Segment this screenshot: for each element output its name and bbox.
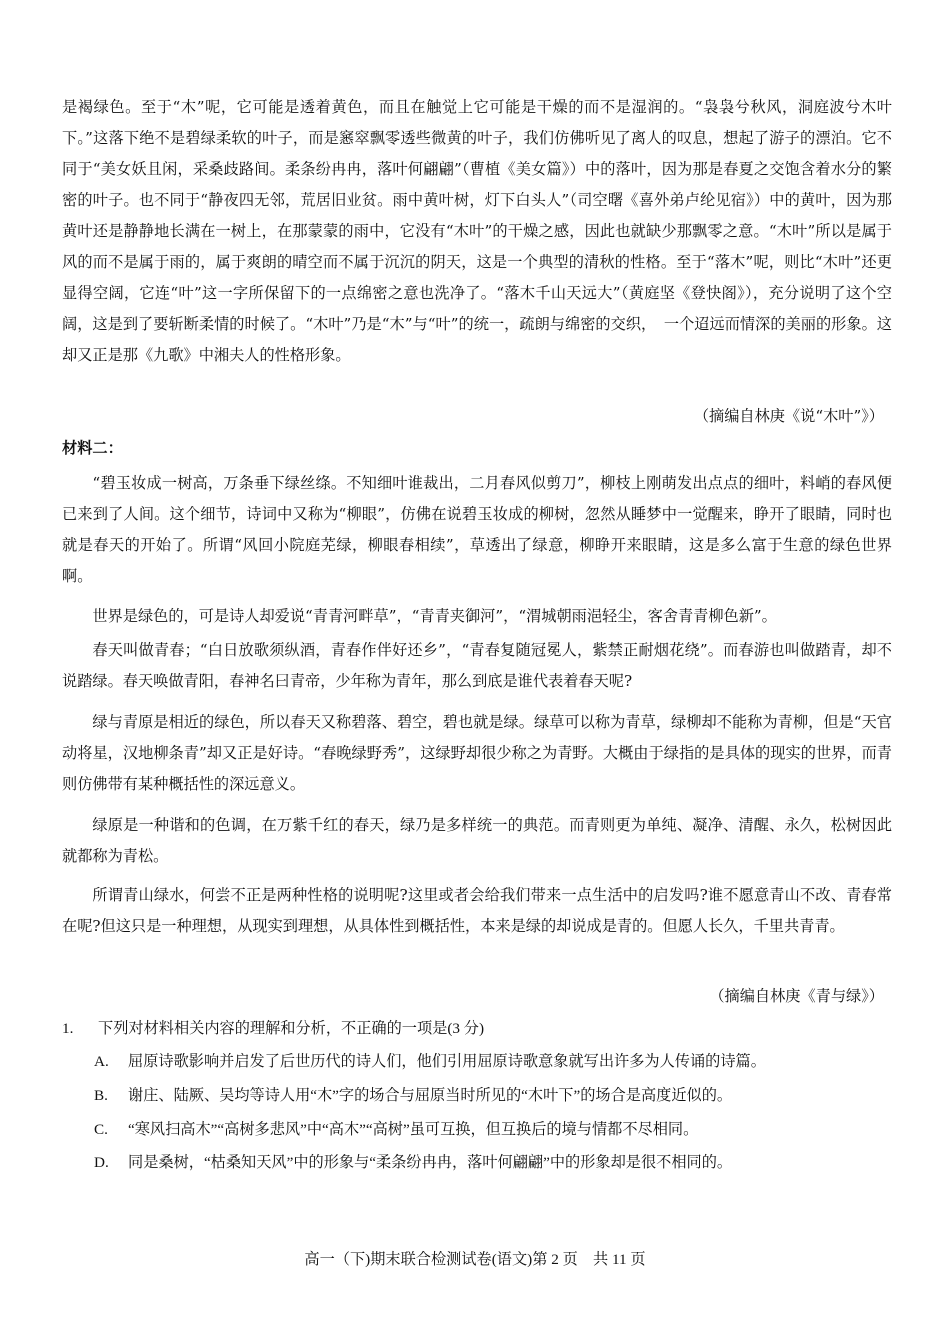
material2-paragraph-5: 绿原是一种谐和的色调，在万紫千红的春天，绿乃是多样统一的典范。而青则更为单纯、凝净、清醒、永久，松树因此就都称为青松。 (62, 816, 892, 865)
material1-paragraph: 是褐绿色。至于“木”呢，它可能是透着黄色，而且在触觉上它可能是干燥的而不是湿润的。“袅袅兮秋风，洞庭波兮木叶下。”这落下绝不是碧绿柔软的叶子，而是窸窣飘零透些微黄的叶子，我们仿佛听见了离人的叹息，想起了游子的漂泊。它不同于“美女妖且闲，采桑歧路间。柔条纷冉冉，落叶何翩翩”（曹植《美女篇》）中的落叶，因为那是春夏之交饱含着水分的繁密的叶子。也不同于“静夜四无邻，荒居旧业贫。雨中黄叶树，灯下白头人”（司空曙《喜外弟卢纶见宿》）中的黄叶，因为那黄叶还是静静地长满在一树上，在那蒙蒙的雨中，它没有“木叶”的干燥之感，因此也就缺少那飘零之意。“木叶”所以是属于风的而不是属于雨的，属于爽朗的晴空而不属于沉沉的阴天，这是一个典型的清秋的性格。至于“落木”呢，则比“木叶”还更显得空阔，它连“叶”这一字所保留下的一点绵密之意也洗净了。“落木千山天远大”（黄庭坚《登快阁》），充分说明了这个空阔，这是到了要斩断柔情的时候了。“木叶”乃是“木”与“叶”的统一，疏朗与绵密的交织， 一个迢远而情深的美丽的形象。这却又正是那《九歌》中湘夫人的性格形象。 (62, 98, 892, 364)
option-b[interactable] (94, 1080, 894, 1111)
option-c[interactable] (94, 1114, 894, 1145)
option-text: 谢庄、陆厥、吴均等诗人用“木”字的场合与屈原当时所见的“木叶下”的场合是高度近似的。 (128, 1087, 733, 1104)
material2-source: （摘编自林庚《青与绿》） (709, 987, 884, 1005)
material2-paragraph-2: 世界是绿色的，可是诗人却爱说“青青河畔草”，“青青夹御河”，“渭城朝雨浥轻尘，客舍青青柳色新”。 (92, 607, 777, 625)
material2-paragraph-4: 绿与青原是相近的绿色，所以春天又称碧落、碧空，碧也就是绿。绿草可以称为青草，绿柳却不能称为青柳，但是“天官动将星，汉地柳条青”却又正是好诗。“春晚绿野秀”，这绿野却很少称之为青野。大概由于绿指的是具体的现实的世界，而青则仿佛带有某种概括性的深远意义。 (62, 713, 892, 793)
option-d[interactable] (94, 1147, 894, 1178)
option-a[interactable] (94, 1046, 894, 1077)
page-footer: 高一（下)期末联合检测试卷(语文)第 2 页 共 11 页 (304, 1251, 646, 1268)
option-text: 屈原诗歌影响并启发了后世历代的诗人们，他们引用屈原诗歌意象就写出许多为人传诵的诗篇。 (128, 1053, 766, 1070)
option-text: 同是桑树，“枯桑知天风”中的形象与“柔条纷冉冉，落叶何翩翩”中的形象却是很不相同的。 (128, 1154, 733, 1171)
material2-paragraph-1: “碧玉妆成一树高，万条垂下绿丝绦。不知细叶谁裁出，二月春风似剪刀”，柳枝上刚萌发出点点的细叶，料峭的春风便已来到了人间。这个细节，诗词中又称为“柳眼”，仿佛在说碧玉妆成的柳树，忽然从睡梦中一觉醒来，睁开了眼睛，同时也就是春天的开始了。所谓“风回小院庭芜绿，柳眼春相续”，草透出了绿意，柳睁开来眼睛，这是多么富于生意的绿色世界啊。 (62, 474, 892, 585)
material2-paragraph-3: 春天叫做青春；“白日放歌须纵酒，青春作伴好还乡”，“青春复随冠冕人，紫禁正耐烟花绕”。而春游也叫做踏青，却不说踏绿。春天唤做青阳，春神名曰青帝，少年称为青年，那么到底是谁代表着春天呢? (62, 641, 892, 690)
option-letter: A. (94, 1053, 109, 1070)
question-stem-text: 下列对材料相关内容的理解和分析，不正确的一项是(3 分) (98, 1020, 485, 1037)
question-number: 1. (62, 1020, 74, 1037)
question-1-stem (62, 1013, 892, 1044)
option-text: “寒风扫高木”“高树多悲风”中“高木”“高树”虽可互换，但互换后的境与情都不尽相同。 (128, 1121, 699, 1138)
option-letter: D. (94, 1154, 109, 1171)
option-letter: C. (94, 1121, 108, 1138)
material2-heading: 材料二： (62, 439, 123, 457)
material2-paragraph-6: 所谓青山绿水，何尝不正是两种性格的说明呢?这里或者会给我们带来一点生活中的启发吗?谁不愿意青山不改、青春常在呢?但这只是一种理想，从现实到理想，从具体性到概括性，本来是绿的却说成是青的。但愿人长久，千里共青青。 (62, 886, 892, 935)
option-letter: B. (94, 1087, 108, 1104)
material1-source: （摘编自林庚《说“木叶”》） (693, 407, 884, 425)
